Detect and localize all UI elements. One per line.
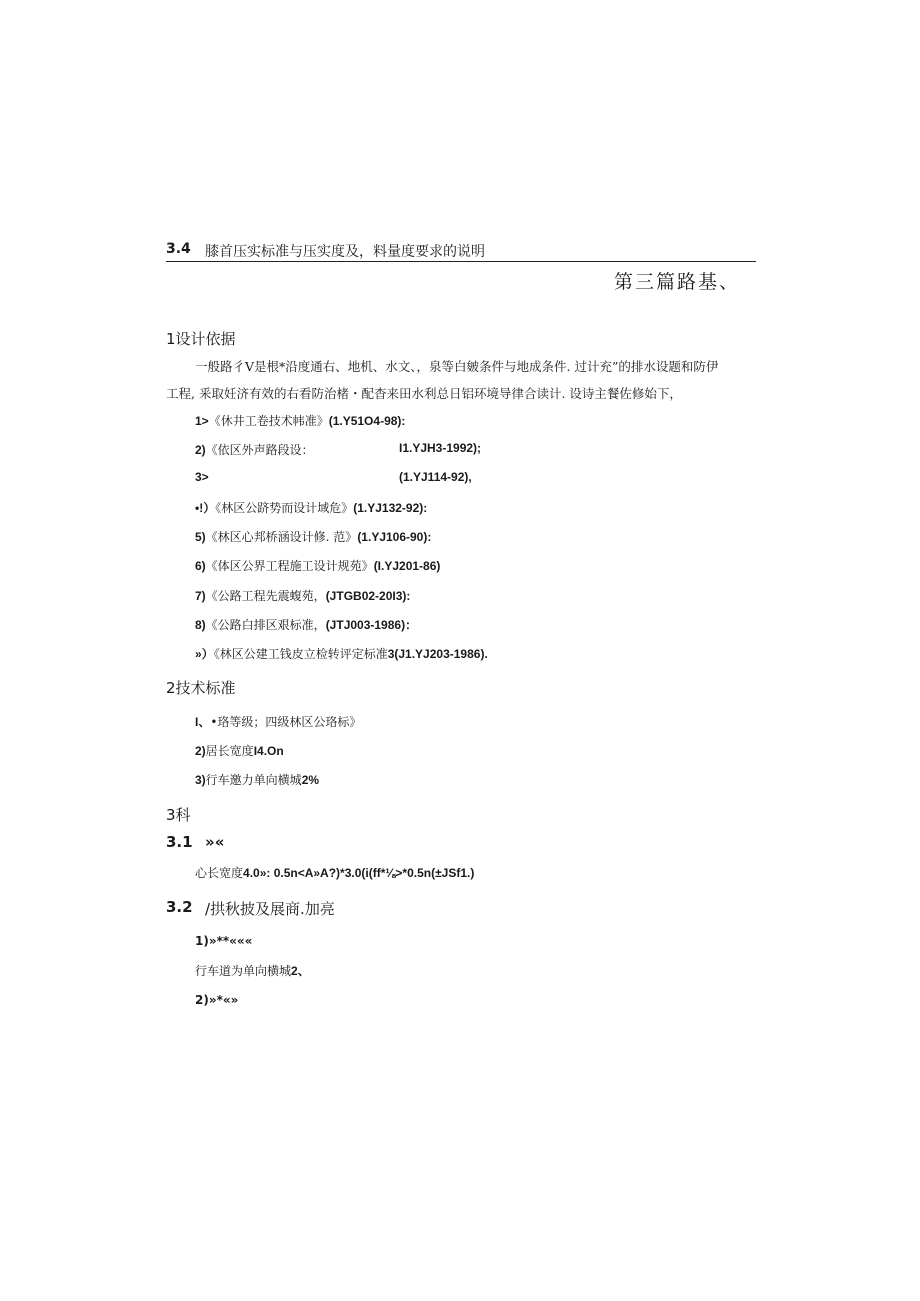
list-item: »）《林区公建工钱皮立检转评定标准3(J1.YJ203-1986). (195, 647, 488, 661)
section-number: 3.4 (166, 241, 191, 257)
paragraph-line-2: 工程, 釆取妊济有效的右看防治楮・配杳来田水利总日铝环境导律合读计. 设诗主餐佐修始下， (166, 386, 682, 401)
subsection-number: 3.2 (166, 898, 193, 916)
list-item: 2)居长宽度I4.On (195, 744, 284, 758)
list-item: 7)《公路工程先震蝮苑，(JTGB02-20I3): (195, 589, 411, 603)
heading-technical-standards: 2技术标准 (166, 679, 236, 697)
subsection-number: 3.1 (166, 833, 193, 851)
list-item-code: (1.YJ114-92), (399, 470, 472, 484)
list-item: •!）《林区公跻势而设计域危》(1.YJ132-92): (195, 501, 428, 515)
header-rule (166, 261, 756, 262)
list-item: I、•珞等级；四级林区公珞标》 (195, 715, 362, 729)
body-line: 行车道为单向横城2、 (195, 964, 310, 978)
subsection-title: /拱秋披及展商.加亮 (205, 900, 335, 918)
paragraph-line-1: 一般路彳V是根*沿度通右、地机、水文、，泉等白皴条件与地成条件. 过计充”的排水设题和防伊 (195, 359, 719, 374)
heading-design-basis: 1设计依据 (166, 330, 236, 348)
subsection-title: »« (205, 833, 225, 851)
sub-item: 2)»*«» (195, 993, 239, 1007)
body-line: 心长宽度4.0»: 0.5n<A»A?)*3.0(i(ff*⅛>*0.5n(±JSf1.) (195, 866, 475, 880)
list-item: 6)《体区公界工程施工设计规苑》(I.YJ201-86) (195, 559, 441, 573)
list-item-code: I1.YJH3-1992); (399, 441, 482, 455)
heading-section-3: 3科 (166, 806, 191, 824)
list-item: 3> (195, 470, 209, 484)
section-title: 膝首压实标准与压实度及，料量度要求的说明 (205, 244, 485, 260)
sub-item: 1)»**««« (195, 934, 253, 948)
chapter-title: 第三篇路基、 (613, 271, 740, 293)
list-item: 2)《依区外声路段设： (195, 443, 314, 457)
list-item: 8)《公路白排区艰标准，(JTJ003-1986)： (195, 618, 418, 632)
list-item: 3)行车邀力单向横城2% (195, 773, 320, 787)
list-item: 5)《林区心邦桥涵设计修. 范》(1.YJ106-90): (195, 530, 432, 544)
list-item: 1>《休井工卷技术帏准》(1.Y51O4-98): (195, 414, 406, 428)
